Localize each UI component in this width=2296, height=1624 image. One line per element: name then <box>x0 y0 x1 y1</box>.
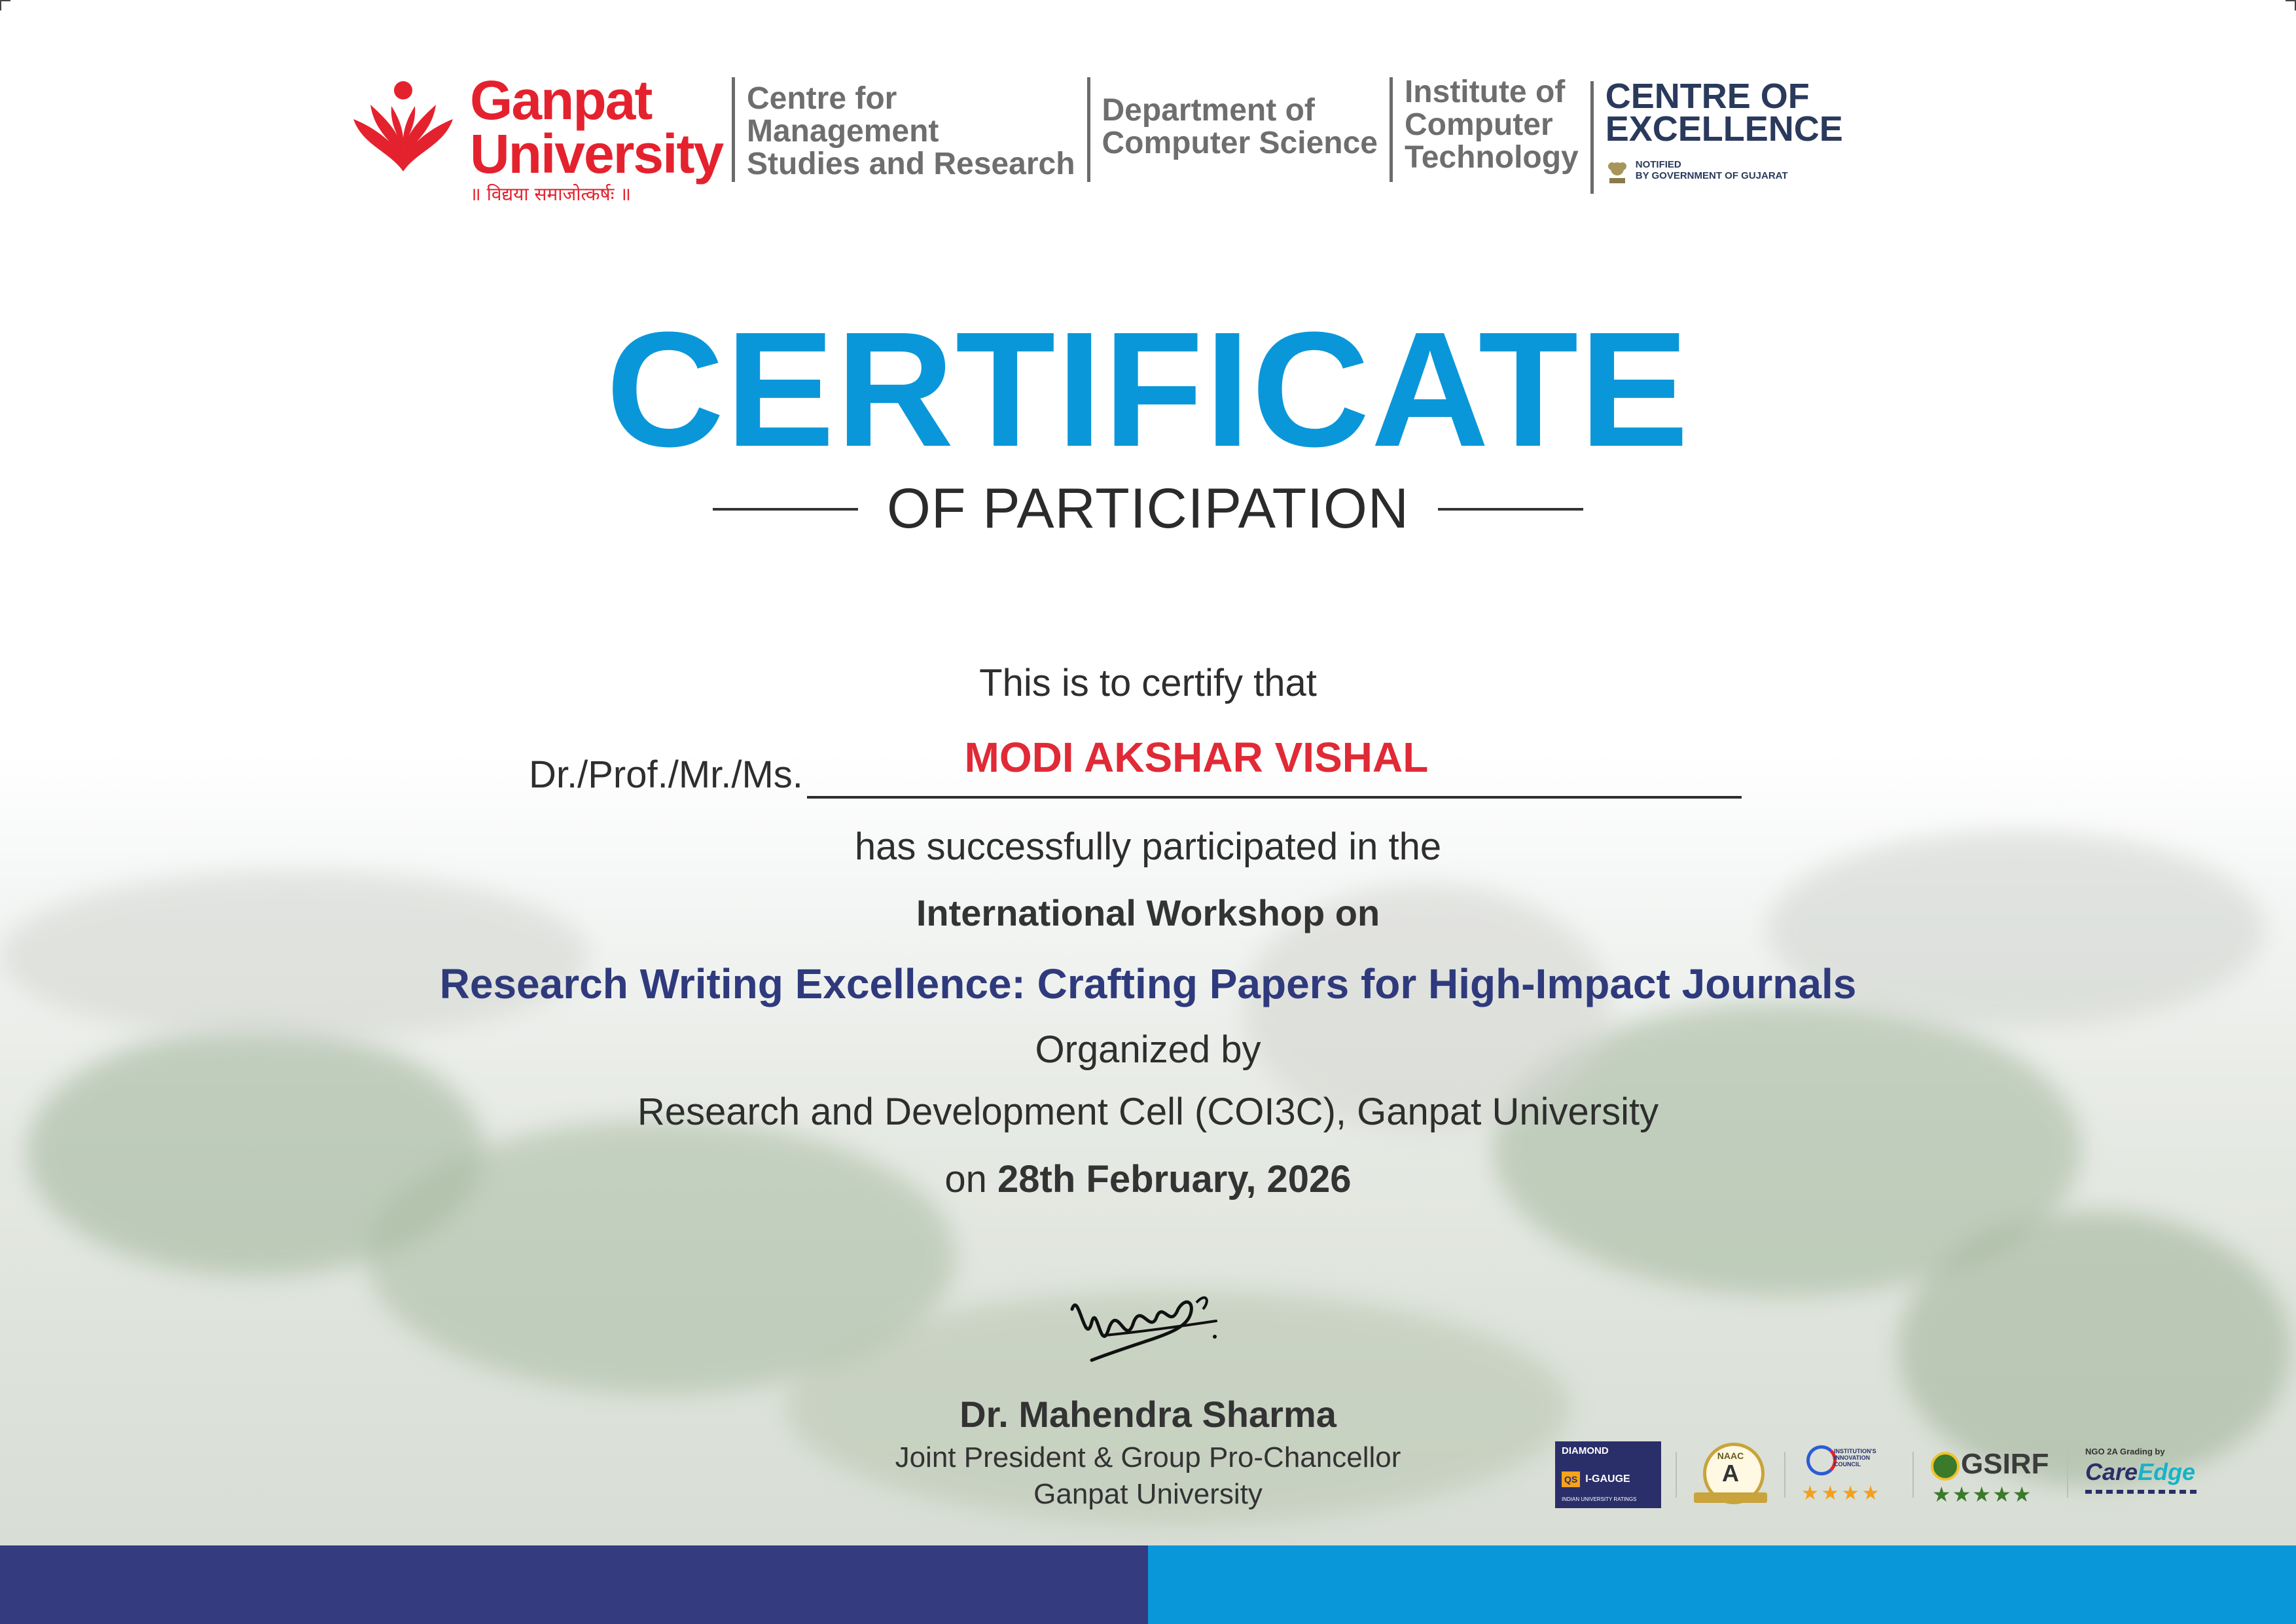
signature <box>1066 1283 1223 1375</box>
participated-text: has successfully participated in the <box>854 825 1442 868</box>
flame-book-icon <box>351 80 456 178</box>
crop-mark-left <box>0 0 10 10</box>
naac-badge: NAAC A <box>1691 1439 1770 1511</box>
institute-computer-technology: Institute of Computer Technology <box>1404 75 1579 175</box>
recipient-name: MODI AKSHAR VISHAL <box>964 734 1429 781</box>
badge-separator <box>1912 1452 1914 1498</box>
dept-management: Centre for Management Studies and Research <box>747 81 1075 181</box>
badge-separator <box>1784 1452 1785 1498</box>
certificate-subtitle-row <box>0 477 2296 541</box>
iic-logo-icon <box>1806 1445 1837 1475</box>
event-date: 28th February, 2026 <box>997 1158 1352 1200</box>
coe-title: CENTRE OF EXCELLENCE <box>1605 77 1843 149</box>
dept-computer-science: Department of Computer Science <box>1102 93 1378 160</box>
organized-text: Organized by <box>1035 1028 1261 1071</box>
iic-stars: ★★★★ <box>1801 1483 1882 1504</box>
gsirf-logo-icon <box>1931 1452 1960 1481</box>
name-prefix: Dr./Prof./Mr./Ms. <box>529 753 803 796</box>
subtitle-rule-right <box>1438 508 1583 511</box>
badge-separator <box>1676 1452 1677 1498</box>
header-logos <box>347 69 1843 205</box>
signatory-name: Dr. Mahendra Sharma <box>960 1394 1336 1435</box>
qs-igauge-badge: DIAMOND QS I-GAUGE INDIAN UNIVERSITY RATINGS <box>1555 1441 1661 1508</box>
crop-mark-right <box>2286 0 2296 10</box>
signatory-role: Joint President & Group Pro-Chancellor <box>895 1441 1401 1473</box>
careedge-badge: NGO 2A Grading by CareEdge <box>2083 1439 2200 1511</box>
certificate-title: CERTIFICATE <box>605 298 1691 480</box>
event-date-line <box>0 1157 2296 1201</box>
university-motto: ॥ विद्यया समाजोत्कर्षः ॥ <box>470 183 632 205</box>
header-divider <box>732 77 735 182</box>
university-name: Ganpat University <box>470 69 723 185</box>
certificate-subtitle: OF PARTICIPATION <box>886 477 1410 540</box>
certify-text: This is to certify that <box>979 662 1317 704</box>
badge-separator <box>2067 1452 2068 1498</box>
recipient-name-line <box>807 733 1742 799</box>
subtitle-rule-left <box>713 508 858 511</box>
header-divider <box>1087 77 1090 182</box>
header-divider <box>1590 81 1594 194</box>
state-emblem-icon <box>1605 154 1629 186</box>
coe-notified-note: NOTIFIED BY GOVERNMENT OF GUJARAT <box>1635 159 1788 181</box>
ganpat-university-logo <box>347 69 723 205</box>
iic-badge: INSTITUTION'S INNOVATION COUNCIL ★★★★ <box>1800 1439 1898 1511</box>
organizer: Research and Development Cell (COI3C), Ganpat University <box>637 1091 1659 1133</box>
gsirf-badge: GSIRF ★★★★★ <box>1932 1448 2049 1506</box>
event-type: International Workshop on <box>916 892 1380 933</box>
gsirf-stars: ★★★★★ <box>1932 1483 2033 1506</box>
recipient-row <box>529 733 1742 799</box>
event-title: Research Writing Excellence: Crafting Papers for High-Impact Journals <box>439 960 1857 1007</box>
date-prefix: on <box>944 1158 987 1200</box>
centre-of-excellence <box>1605 77 1843 186</box>
accreditation-badges <box>1555 1439 2215 1511</box>
footer-bar-navy <box>0 1545 1148 1624</box>
header-divider <box>1390 77 1393 182</box>
footer-bar-blue <box>1148 1545 2296 1624</box>
signatory-organization: Ganpat University <box>1033 1478 1263 1510</box>
